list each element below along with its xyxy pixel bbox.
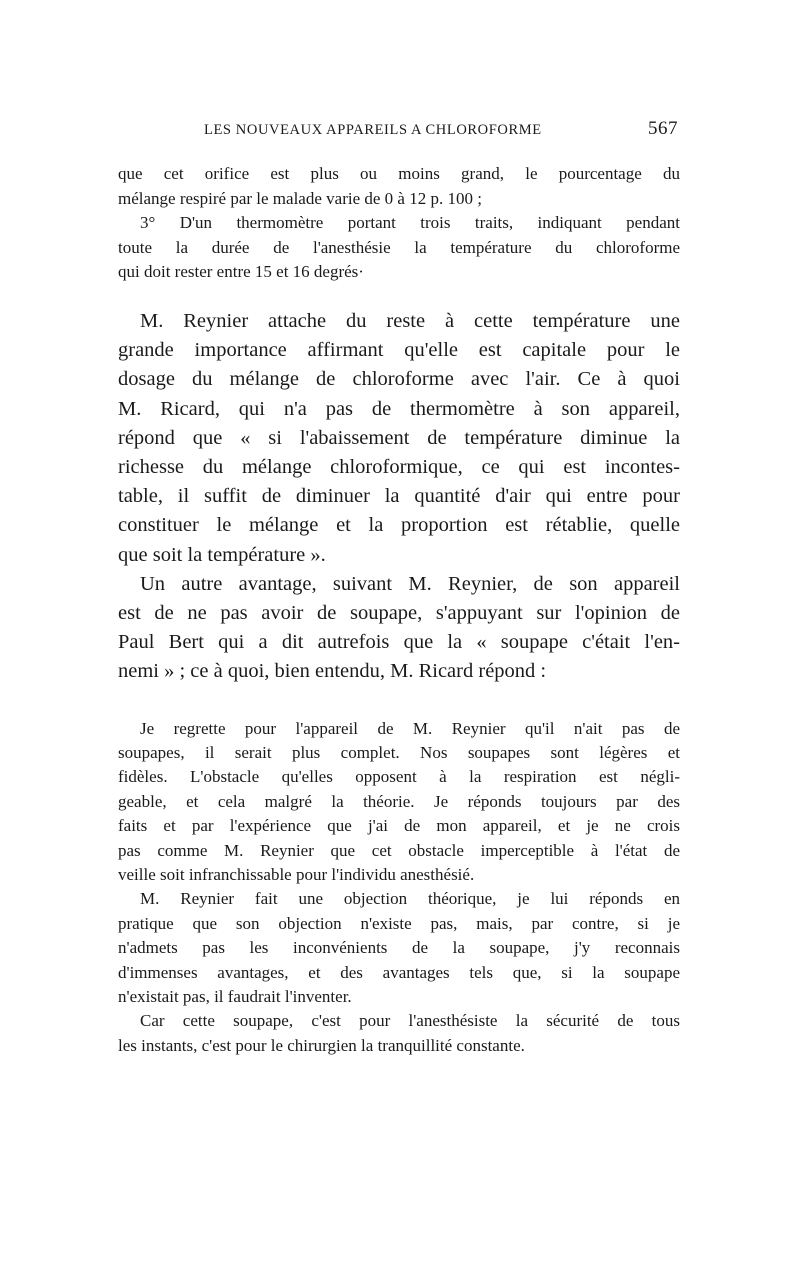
book-page — [118, 118, 680, 1058]
text-line: qui doit rester entre 15 et 16 degrés· — [118, 262, 364, 282]
text-line: Je regrette pour l'appareil de M. Reynier qu'il n'ait pas de — [140, 718, 680, 738]
body-paragraph-reynier — [118, 307, 680, 570]
quote-paragraph — [118, 1009, 680, 1058]
text-line: Paul Bert qui a dit autrefois que la « soupape c'était l'en- — [118, 631, 680, 654]
page-number: 567 — [648, 118, 678, 139]
text-line: veille soit infranchissable pour l'individu anesthésié. — [118, 865, 475, 885]
text-line: est de ne pas avoir de soupape, s'appuyant sur l'opinion de — [118, 602, 680, 624]
ricard-quotation — [118, 717, 680, 1059]
text-line: que soit la température ». — [118, 543, 326, 566]
text-line: pratique que son objection n'existe pas, mais, par contre, si je — [118, 913, 680, 933]
text-line: richesse du mélange chloroformique, ce qui est incontes- — [118, 455, 680, 478]
body-paragraph-soupape — [118, 570, 680, 687]
text-line: geable, et cela malgré la théorie. Je réponds toujours par des — [118, 791, 680, 811]
running-head — [118, 118, 680, 148]
text-line: mélange respiré par le malade varie de 0 à 12 p. 100 ; — [118, 188, 482, 208]
quote-paragraph — [118, 887, 680, 1009]
text-line: nemi » ; ce à quoi, bien entendu, M. Ricard répond : — [118, 660, 547, 683]
text-line: M. Reynier fait une objection théorique, je lui réponds en — [140, 889, 680, 909]
text-line: n'existait pas, il faudrait l'inventer. — [118, 987, 352, 1007]
text-line: les instants, c'est pour le chirurgien la tranquillité constante. — [118, 1035, 525, 1055]
text-line: toute la durée de l'anesthésie la température du chloroforme — [118, 237, 680, 257]
text-line: Un autre avantage, suivant M. Reynier, de son appareil — [140, 572, 680, 595]
text-line: dosage du mélange de chloroforme avec l'air. Ce à quoi — [118, 368, 680, 391]
text-line: constituer le mélange et la proportion est rétablie, quelle — [118, 514, 680, 537]
text-line: d'immenses avantages, et des avantages tels que, si la soupape — [118, 962, 680, 982]
quote-paragraph — [118, 717, 680, 888]
text-line: 3° D'un thermomètre portant trois traits, indiquant pendant — [140, 213, 680, 233]
text-line: table, il suffit de diminuer la quantité d'air qui entre pour — [118, 485, 680, 508]
intro-section — [118, 162, 680, 285]
text-line: n'admets pas les inconvénients de la soupape, j'y reconnais — [118, 938, 680, 958]
text-line: soupapes, il serait plus complet. Nos soupapes sont légères et — [118, 743, 680, 763]
running-title: LES NOUVEAUX APPAREILS A CHLOROFORME — [204, 122, 542, 138]
intro-paragraph — [118, 162, 680, 211]
item-three-paragraph — [118, 211, 680, 285]
text-line: pas comme M. Reynier que cet obstacle imperceptible à l'état de — [118, 840, 680, 860]
text-line: répond que « si l'abaissement de température diminue la — [118, 426, 680, 449]
text-line: fidèles. L'obstacle qu'elles opposent à la respiration est négli- — [118, 767, 680, 787]
text-line: faits et par l'expérience que j'ai de mon appareil, et je ne crois — [118, 816, 680, 836]
text-line: M. Reynier attache du reste à cette température une — [140, 309, 680, 332]
main-text-section — [118, 307, 680, 687]
text-line: que cet orifice est plus ou moins grand, le pourcentage du — [118, 164, 680, 183]
text-line: grande importance affirmant qu'elle est capitale pour le — [118, 339, 680, 362]
text-line: M. Ricard, qui n'a pas de thermomètre à son appareil, — [118, 397, 680, 420]
text-line: Car cette soupape, c'est pour l'anesthésiste la sécurité de tous — [140, 1011, 680, 1031]
